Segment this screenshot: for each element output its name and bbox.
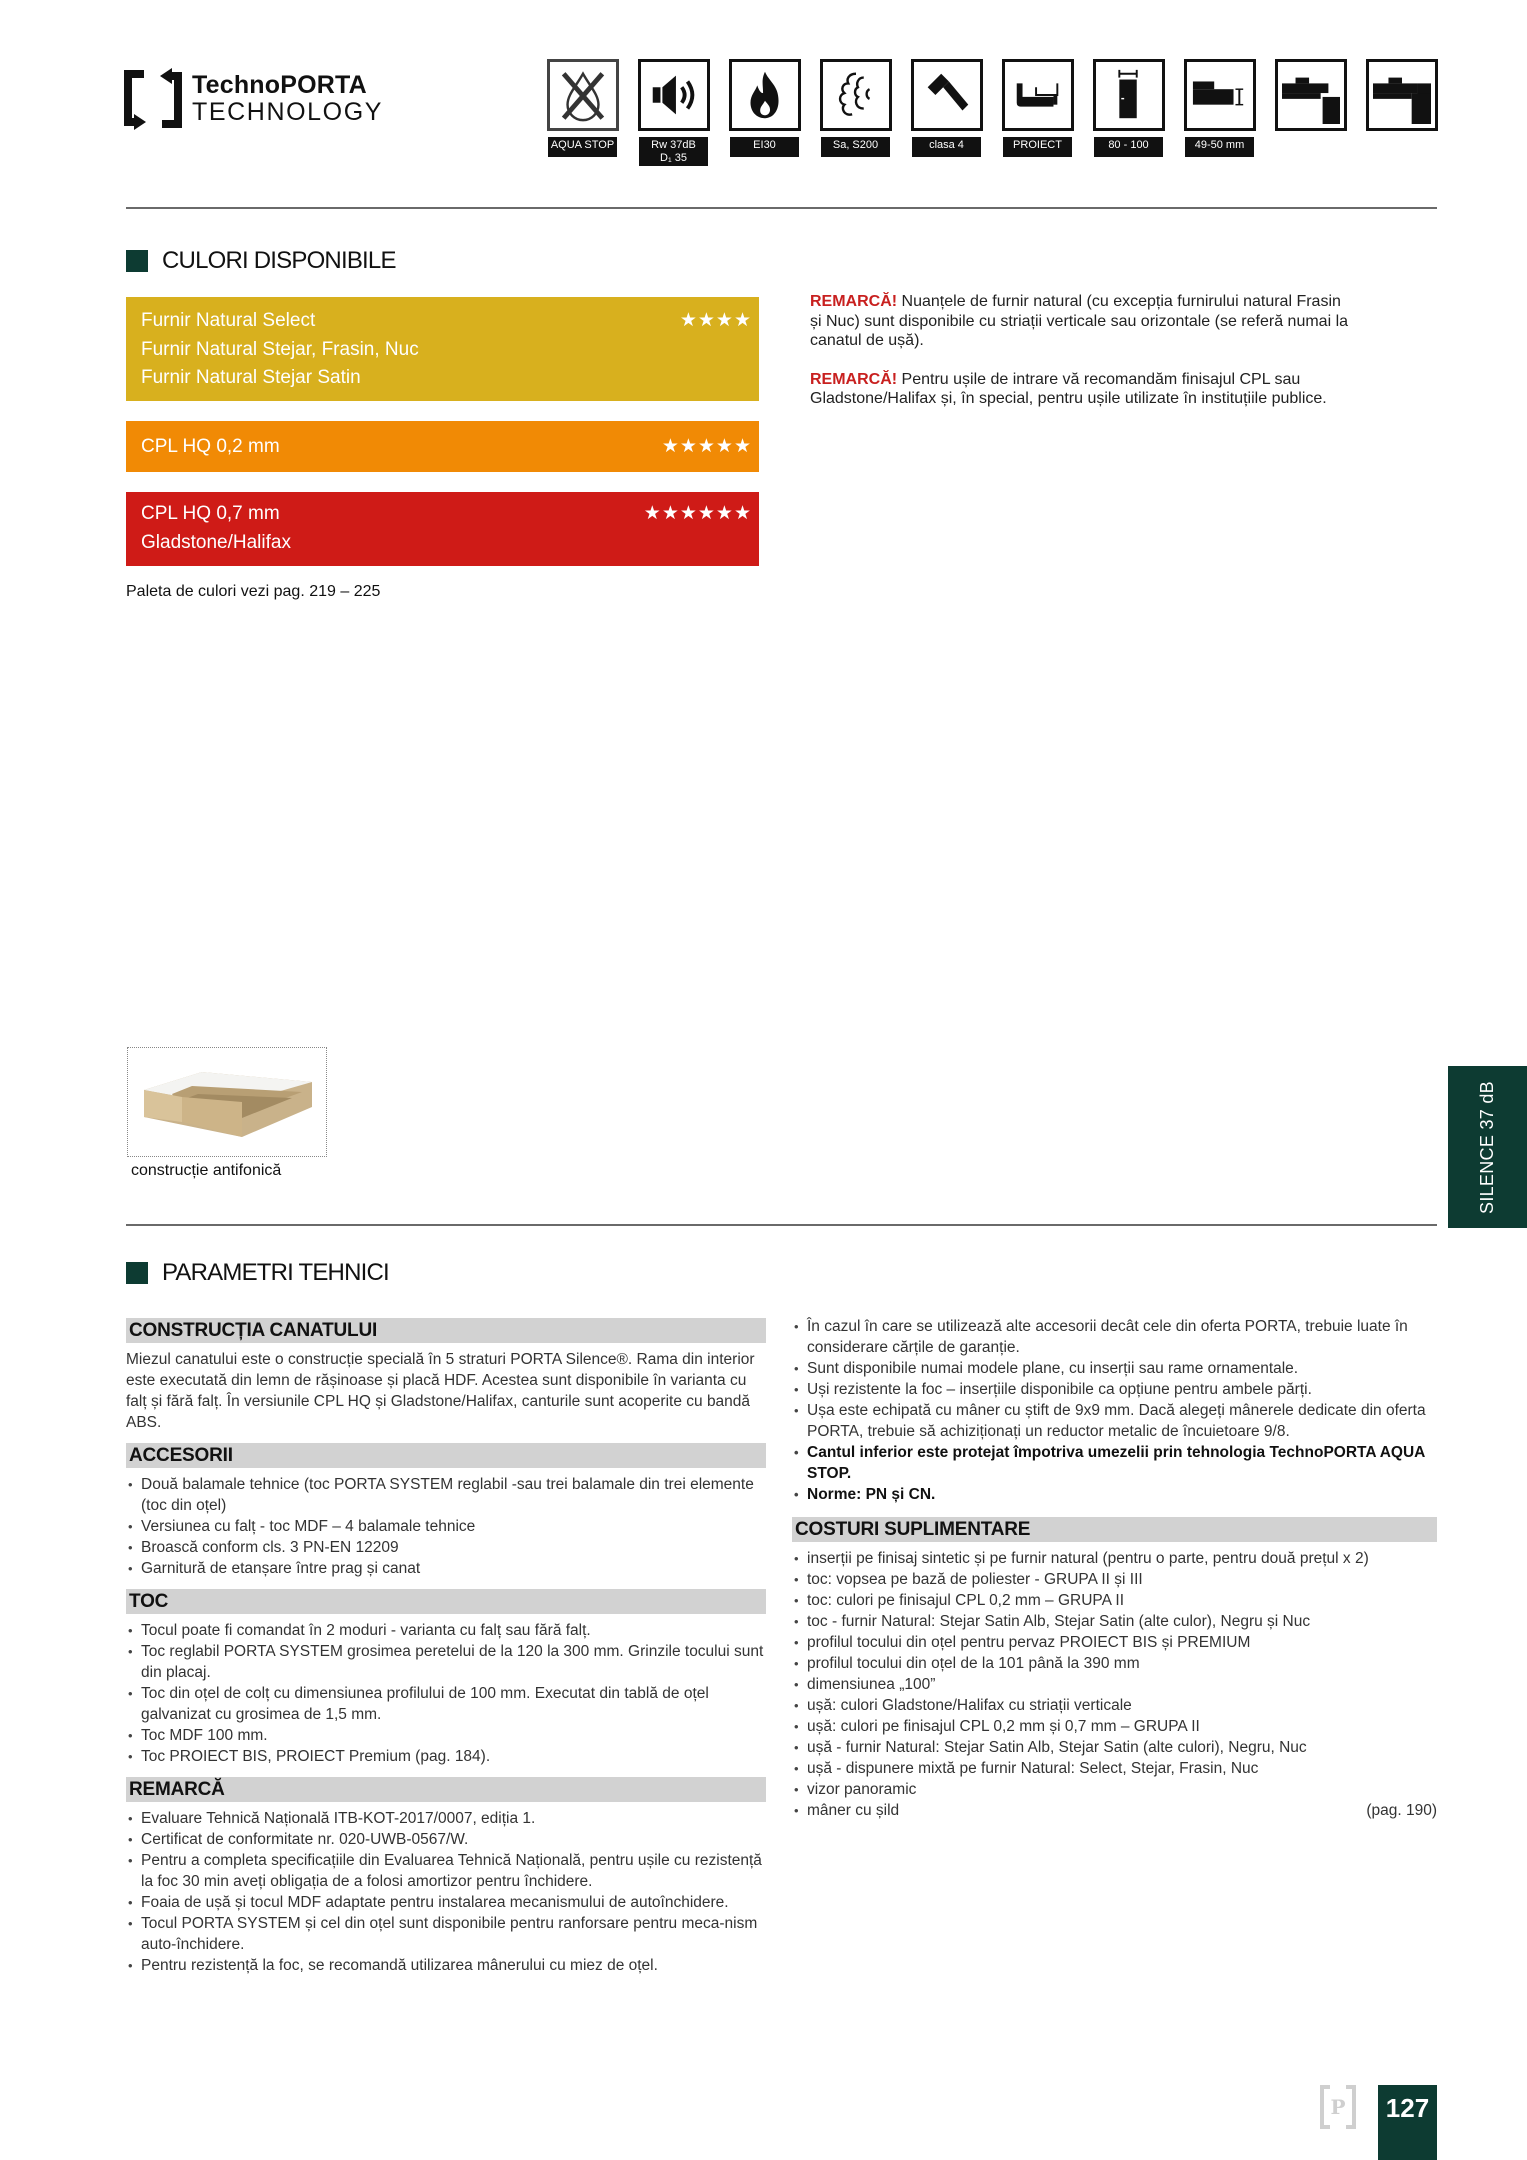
general-notes-list: [792, 1316, 1437, 1505]
section-divider: [126, 1224, 1437, 1226]
door-layers-cutaway-icon: [132, 1052, 322, 1152]
feature-label: 80 - 100: [1094, 137, 1163, 157]
subheading-costuri: COSTURI SUPLIMENTARE: [792, 1517, 1437, 1542]
page-reference: (pag. 190): [1366, 1802, 1437, 1819]
list-item: • Sunt disponibile numai modele plane, cu inserții sau rame ornamentale.: [792, 1358, 1437, 1379]
feature-label: PROIECT: [1003, 137, 1072, 157]
costuri-list: [792, 1548, 1437, 1821]
list-item: • În cazul în care se utilizează alte accesorii decât cele din oferta PORTA, trebuie luate în considerare cărțile de garanție.: [792, 1316, 1437, 1358]
feature-label: AQUA STOP: [548, 137, 617, 157]
list-item: • Tocul PORTA SYSTEM și cel din oțel sunt disponibile pentru ranforsare pentru meca-nism auto-închidere.: [126, 1913, 766, 1955]
feature-smoke: [819, 59, 892, 166]
flame-icon: [736, 66, 794, 124]
list-item: • Foaia de ușă și tocul MDF adaptate pentru instalarea mecanismului de autoînchidere.: [126, 1892, 766, 1913]
feature-label: Rw 37dB D₁ 35: [639, 137, 708, 166]
tech-left-column: [126, 1318, 766, 1986]
tech-section-title: PARAMETRI TEHNICI: [126, 1259, 389, 1287]
list-item: • Garnitură de etanșare între prag și canat: [126, 1558, 766, 1579]
list-item: • dimensiunea „100”: [792, 1674, 1437, 1695]
toc-list: [126, 1620, 766, 1767]
brand-name: TechnoPORTA: [192, 71, 367, 99]
rebated-door-icon: [1282, 66, 1340, 124]
list-item: • Cantul inferior este protejat împotriva umezelii prin tehnologia TechnoPORTA AQUA STOP.: [792, 1442, 1437, 1484]
list-item: • Două balamale tehnice (toc PORTA SYSTEM reglabil -sau trei balamale din trei elemente (toc din oțel): [126, 1474, 766, 1516]
remark-paragraph: REMARCĂ! Pentru ușile de intrare vă recomandăm finisajul CPL sau Gladstone/Halifax și, în special, pentru ușile utilizate în instituțiile publice.: [810, 370, 1327, 407]
water-drop-crossed-icon: [554, 66, 612, 124]
feature-label: EI30: [730, 137, 799, 157]
list-item: • Evaluare Tehnică Națională ITB-KOT-2017/0007, ediția 1.: [126, 1808, 766, 1829]
accesorii-list: [126, 1474, 766, 1579]
colors-section-title: CULORI DISPONIBILE: [126, 247, 396, 275]
feature-sound: [637, 59, 710, 166]
construction-image: [127, 1047, 327, 1157]
door-width-icon: [1100, 66, 1158, 124]
colors-remarks: [810, 292, 1350, 428]
subheading-constructia: CONSTRUCȚIA CANATULUI: [126, 1318, 766, 1343]
feature-icons-row: [546, 59, 1456, 166]
list-item: • Uși rezistente la foc – inserțiile disponibile ca opțiune pentru ambele părți.: [792, 1379, 1437, 1400]
feature-burglary-class: [910, 59, 983, 166]
header-divider: [126, 207, 1437, 209]
list-item: • Toc din oțel de colț cu dimensiunea profilului de 100 mm. Executat din tablă de oțel galvanizat cu grosimea de 1,5 mm.: [126, 1683, 766, 1725]
brand-logo: [124, 64, 383, 134]
list-item: • Tocul poate fi comandat în 2 moduri - varianta cu falț sau fără falț.: [126, 1620, 766, 1641]
feature-fire: [728, 59, 801, 166]
star-rating-icon: ★★★★: [679, 310, 752, 331]
list-item: • inserții pe finisaj sintetic și pe furnir natural (pentru o parte, pentru două prețul x 2): [792, 1548, 1437, 1569]
list-item: • mâner cu șild (pag. 190): [792, 1800, 1437, 1821]
color-bar-cpl-07: CPL HQ 0,7 mm Gladstone/Halifax ★★★★★★: [126, 492, 759, 566]
palette-note: Paleta de culori vezi pag. 219 – 225: [126, 583, 381, 600]
list-item: • Ușa este echipată cu mâner cu știft de 9x9 mm. Dacă alegeți mânerele dedicate din oferta PORTA, trebuie să achiziționați un reductor metalic de încuietoare 9/8.: [792, 1400, 1437, 1442]
feature-door-thickness: [1183, 59, 1256, 166]
list-item: • Norme: PN și CN.: [792, 1484, 1437, 1505]
subheading-accesorii: ACCESORII: [126, 1443, 766, 1468]
section-marker-icon: [126, 1262, 148, 1284]
feature-frame-type: [1001, 59, 1074, 166]
feature-aqua-stop: [546, 59, 619, 166]
color-bar-cpl-02: CPL HQ 0,2 mm ★★★★★: [126, 421, 759, 472]
section-marker-icon: [126, 250, 148, 272]
list-item: • profilul tocului din oțel pentru pervaz PROIECT BIS și PREMIUM: [792, 1632, 1437, 1653]
list-item: • profilul tocului din oțel de la 101 până la 390 mm: [792, 1653, 1437, 1674]
frame-profile-icon: [1009, 66, 1067, 124]
list-item: • ușă - dispunere mixtă pe furnir Natural: Select, Stejar, Frasin, Nuc: [792, 1758, 1437, 1779]
list-item: • toc: culori pe finisajul CPL 0,2 mm – GRUPA II: [792, 1590, 1437, 1611]
list-item: • Pentru rezistență la foc, se recomandă utilizarea mânerului cu miez de oțel.: [126, 1955, 766, 1976]
list-item: • Certificat de conformitate nr. 020-UWB-0567/W.: [126, 1829, 766, 1850]
list-item: • ușă: culori Gladstone/Halifax cu striații verticale: [792, 1695, 1437, 1716]
list-item: • Broască conform cls. 3 PN-EN 12209: [126, 1537, 766, 1558]
product-side-tab: SILENCE 37 dB: [1448, 1066, 1527, 1228]
speaker-sound-icon: [645, 66, 703, 124]
technoporta-logo-icon: [124, 64, 182, 134]
color-bar-natural-veneer: Furnir Natural Select Furnir Natural Stejar, Frasin, Nuc Furnir Natural Stejar Satin ★★★★: [126, 297, 759, 401]
svg-text:P: P: [1330, 2095, 1346, 2119]
remarca-list: [126, 1808, 766, 1976]
list-item: • Toc PROIECT BIS, PROIECT Premium (pag. 184).: [126, 1746, 766, 1767]
subheading-toc: TOC: [126, 1589, 766, 1614]
construction-caption: construcție antifonică: [131, 1162, 282, 1179]
page-number: 127: [1378, 2085, 1437, 2160]
door-thickness-icon: [1191, 66, 1249, 124]
list-item: • vizor panoramic: [792, 1779, 1437, 1800]
list-item: • Pentru a completa specificațiile din Evaluarea Tehnică Națională, pentru ușile cu rezistență la foc 30 min aveți obligația de a folosi amortizor pentru închidere.: [126, 1850, 766, 1892]
list-item: • toc: vopsea pe bază de poliester - GRUPA II și III: [792, 1569, 1437, 1590]
hammer-icon: [918, 66, 976, 124]
feature-label: 49-50 mm: [1185, 137, 1254, 157]
brand-subtitle: TECHNOLOGY: [192, 98, 384, 126]
star-rating-icon: ★★★★★: [661, 436, 752, 457]
feature-label: clasa 4: [912, 137, 981, 157]
list-item: • toc - furnir Natural: Stejar Satin Alb, Stejar Satin (alte culor), Negru și Nuc: [792, 1611, 1437, 1632]
list-item: • Toc MDF 100 mm.: [126, 1725, 766, 1746]
remark-paragraph: REMARCĂ! Nuanțele de furnir natural (cu excepția furnirului natural Frasin și Nuc) sunt disponibile cu striații verticale sau orizontale (se referă numai la canatul de ușă).: [810, 293, 1349, 349]
list-item: • ușă: culori pe finisajul CPL 0,2 mm și 0,7 mm – GRUPA II: [792, 1716, 1437, 1737]
feature-flush: [1365, 59, 1438, 166]
star-rating-icon: ★★★★★★: [643, 503, 752, 524]
feature-rebated: [1274, 59, 1347, 166]
list-item: • ușă - furnir Natural: Stejar Satin Alb, Stejar Satin (alte culori), Negru, Nuc: [792, 1737, 1437, 1758]
list-item: • Versiunea cu falț - toc MDF – 4 balamale tehnice: [126, 1516, 766, 1537]
constructia-text: Miezul canatului este o construcție specială în 5 straturi PORTA Silence®. Rama din interior este executată din lemn de rășinoase și placă HDF. Acestea sunt disponibile în varianta cu falț și fără falț. În versiunile CPL HQ și Gladstone/Halifax, canturile sunt acoperite cu bandă ABS.: [126, 1351, 755, 1431]
feature-door-width: [1092, 59, 1165, 166]
flush-door-icon: [1373, 66, 1431, 124]
subheading-remarca: REMARCĂ: [126, 1777, 766, 1802]
tech-right-column: [792, 1318, 1437, 1831]
feature-label: Sa, S200: [821, 137, 890, 157]
porta-footer-logo-icon: [1320, 2085, 1356, 2129]
list-item: • Toc reglabil PORTA SYSTEM grosimea peretelui de la 120 la 300 mm. Grinzile tocului sunt din placaj.: [126, 1641, 766, 1683]
smoke-icon: [827, 66, 885, 124]
